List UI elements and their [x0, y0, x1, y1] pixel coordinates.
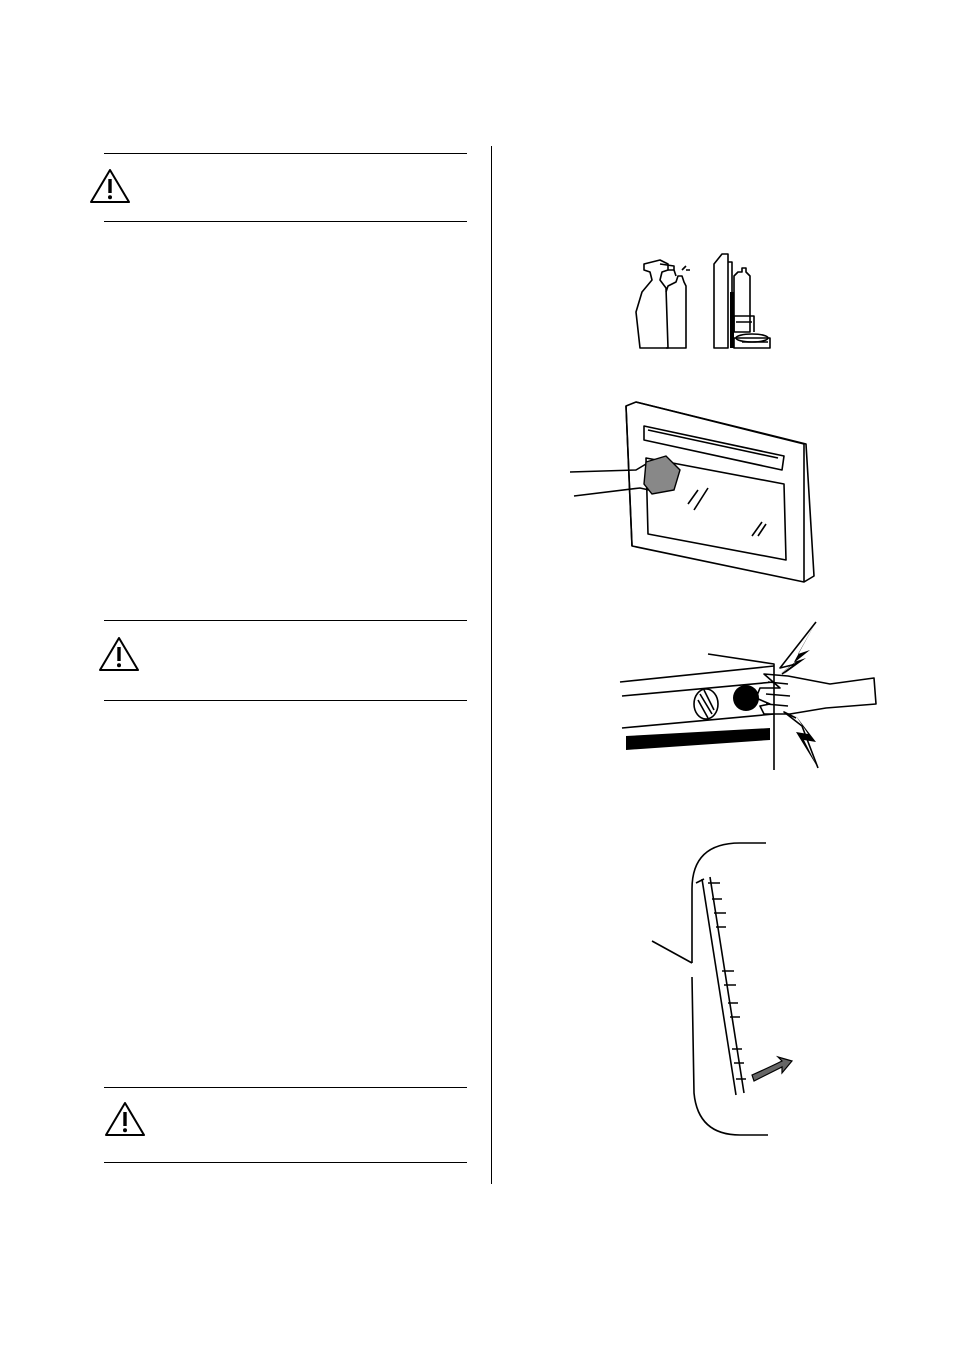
control-knob-ignition-spark-illustration [620, 618, 880, 774]
oven-door-figure [570, 400, 820, 585]
warning-2-bottom-rule [104, 700, 467, 701]
warning-3-top-rule [104, 1087, 467, 1088]
warning-triangle-icon [98, 636, 140, 672]
warning-1-top-rule [104, 153, 467, 154]
warning-3 [104, 1101, 146, 1137]
warning-1-bottom-rule [104, 221, 467, 222]
warning-triangle-icon [89, 168, 131, 204]
warning-1 [89, 168, 131, 204]
column-divider [491, 146, 492, 1184]
warning-3-bottom-rule [104, 1162, 467, 1163]
side-rack-figure [646, 843, 826, 1139]
cleaning-products-illustration [630, 252, 780, 352]
control-knob-figure [620, 618, 880, 774]
cleaning-oven-door-glass-illustration [570, 400, 820, 585]
side-rack-removal-illustration [646, 843, 826, 1139]
warning-triangle-icon [104, 1101, 146, 1137]
warning-2-top-rule [104, 620, 467, 621]
cleaning-products-figure [630, 252, 780, 352]
warning-2 [98, 636, 140, 672]
